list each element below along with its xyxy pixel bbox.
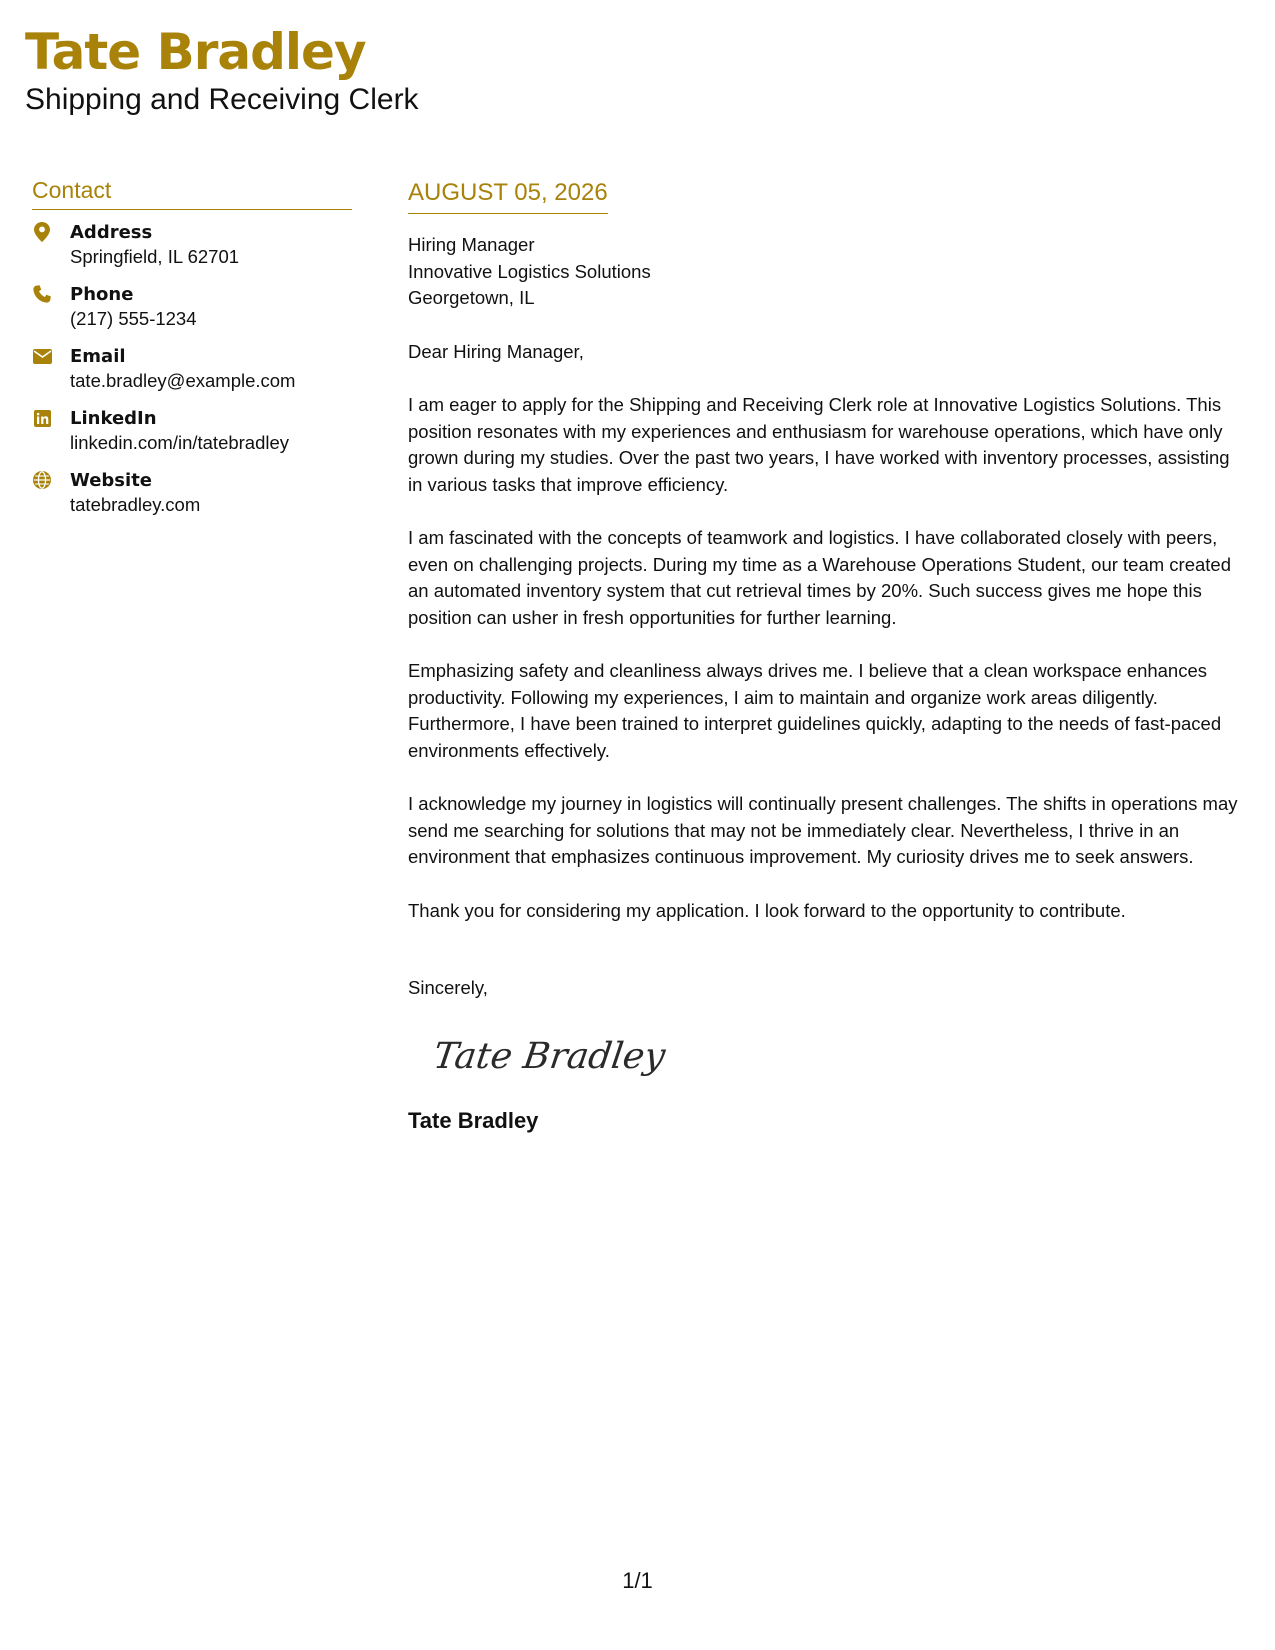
contact-label: Phone [70,284,134,305]
phone-icon [32,284,52,304]
contact-heading: Contact [32,174,352,210]
recipient-line: Georgetown, IL [408,287,535,308]
website-link[interactable]: tatebradley.com [70,494,201,515]
letter-paragraph: Emphasizing safety and cleanliness always drives me. I believe that a clean workspace enhances productivity. Following my experiences, I aim to maintain and organize work areas diligently. Furthermore, I have been trained to interpret guidelines quickly, adapting to the needs of fast-paced environments effectively. [408,660,1222,761]
letter-paragraph: Thank you for considering my application. I look forward to the opportunity to contribute. [408,899,1126,921]
contact-item-email [32,344,352,393]
letter-date: AUGUST 05, 2026 [408,177,608,214]
email-link[interactable]: tate.bradley@example.com [70,370,296,391]
contact-label: Address [70,222,153,243]
contact-label: LinkedIn [70,408,157,429]
closing: Sincerely, [408,977,488,998]
salutation: Dear Hiring Manager, [408,340,584,362]
contact-item-website [32,468,352,517]
page-number: 1/1 [622,1568,653,1593]
location-pin-icon [32,222,52,242]
signature-script: Tate Bradley [436,1033,668,1077]
globe-icon [32,470,52,490]
contact-value-phone: (217) 555-1234 [70,308,197,329]
contact-item-phone [32,282,352,331]
signature-image [436,1026,1243,1086]
signer-name: Tate Bradley [408,1107,539,1133]
contact-label: Website [70,470,153,491]
letter-paragraph: I am fascinated with the concepts of teamwork and logistics. I have collaborated closely with peers, even on challenging projects. During my time as a Warehouse Operations Student, our team created an automated inventory system that cut retrieval times by 20%. Such success gives me hope this position can usher in fresh opportunities for further learning. [408,527,1232,628]
contact-item-linkedin [32,406,352,455]
applicant-name: Tate Bradley [25,23,366,81]
contact-value-address: Springfield, IL 62701 [70,246,240,267]
recipient-block [408,232,1243,312]
contact-item-address [32,220,352,269]
linkedin-link[interactable]: linkedin.com/in/tatebradley [70,432,290,453]
cover-letter-body [408,177,1243,1136]
letter-paragraph: I acknowledge my journey in logistics will continually present challenges. The shifts in operations may send me searching for solutions that may not be immediately clear. Nevertheless, I thrive in an environment that emphasizes continuous improvement. My curiosity drives me to seek answers. [408,793,1238,867]
recipient-line: Hiring Manager [408,234,535,255]
contact-sidebar [32,174,352,530]
applicant-job-title: Shipping and Receiving Clerk [25,83,419,116]
linkedin-icon [32,408,52,428]
envelope-icon [32,346,52,366]
recipient-line: Innovative Logistics Solutions [408,260,651,282]
letter-paragraph: I am eager to apply for the Shipping and Receiving Clerk role at Innovative Logistics Solutions. This position resonates with my experiences and enthusiasm for warehouse operations, which have only grown during my studies. Over the past two years, I have worked with inventory processes, assisting in various tasks that improve efficiency. [408,394,1230,495]
contact-label: Email [70,346,126,367]
